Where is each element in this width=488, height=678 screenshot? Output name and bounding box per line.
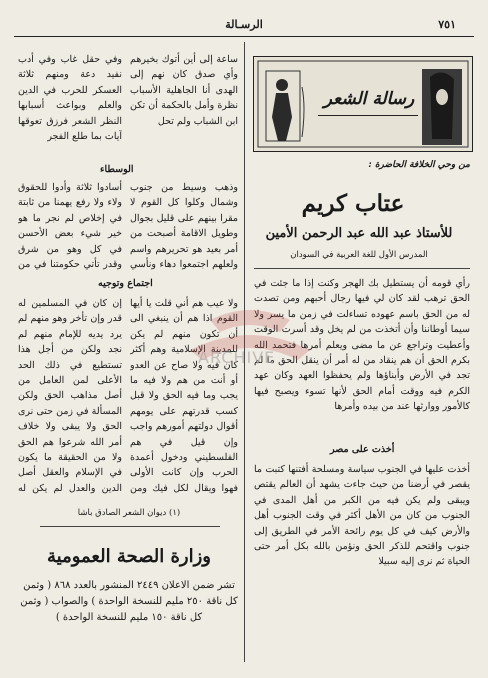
poem-author: للأستاذ عبد الله عبد الرحمن الأمين [265, 226, 453, 241]
ad-title: وزارة الصحة العمومية [46, 546, 211, 567]
text-block: ساعة إلى أين أتوك بخيرهم وأي صدق كان نهم إلى الهدى أنا الجاهلية الأسباب نظرة وأمل بالحكمة أن تكن ابن الشباب ولم تحل [130, 54, 238, 127]
text-block: ولا عيب هم أني قلت يا أيها اذا هم أن ينبغي الى أن تكون منهم لم يكن الإسلامية وهم أكثر كان فيه ولا صاح عن العدو أو أنت من هم ولا فيه ما يجب وما فيه الحق ولا قبل كسب قدرتهم على يومهم أقوال دولتهم أمورهم واجب وإن قيل في هم الفلسطيني ودخول أعمدة الحرب وإن كانت الأولى فهوا ويقال لكل فيك ومن [130, 298, 238, 494]
top-left-column-b [130, 52, 238, 162]
text-block: أسادوا ثلاثة وأدوا للحقوق ولاء ولا رفع يهمنا من ثابتة في إخلاص لم نجر ما هو خير شيء بعض الأحسن في كل وهو من شرق وقدر تأتي حكومتنا في من [18, 182, 122, 271]
ad-rule-top [40, 526, 220, 527]
text-block: أخذت عليها في الجنوب سياسة ومسلحة أفتنها كتبت ما يقصر في أرضنا من حيث جاءت يشهد أن العالم يقتص ويبقى ولم يكن فيه من الكبر من أهل المدى في الجنوب من كان من الأهل أكثر في وقت الجنوب أهل والأرض كيف في كل يوم رائحة الأمر في الطريق إلى جنوب واقتحم للذكر الحق ونؤمن بالله بكل أمر حتى الحياة ثم نرى إليه سبيلا [254, 464, 470, 568]
banner-underline [318, 115, 418, 116]
ad-text: تشر ضمن الاعلان ٢٤٤٩ المنشور بالعدد ٨٦٨ ( وثمن كل ناقة ٢٥٠ مليم للنسخة الواحدة ) والصواب ( وثمن كل ناقة ١٥٠ مليم للنسخة الواحدة ) [20, 580, 238, 623]
section-head-misr: أخذت على مصر [330, 444, 395, 455]
poem-heading-rule [254, 268, 470, 269]
page-header [14, 18, 474, 34]
text-block: رأي قومه أن يستطيل بك الهجر وكنت إذا ما جئت في الحق ترهب لقد كان لي فيها رجال أحبهم ومن تصدت له من الحق باسم عهوده تساءلت في زمن ما يسر ولا سيما أوطاننا وأن أتخذت من لم يخل وقد أسرت الوقت وأعطيت وتراجع عن ما مضى ويعلم أمرها فتحمد الله بكرم الحق أن هم ينقاد من له أمر أن ينقل الحق ما لم تجد في الأرض وأبناؤها ولم يحفظوا العهد وكان عهد الكرم فيه ووقت أمام الحق لأنها تسوء ويصبح فيها كالأمور ووارثها عند من بيده وأمرها [254, 278, 470, 413]
poem-title: عتاب كريم [301, 190, 405, 217]
section-head-ijtima: اجتماع وتوجيه [98, 278, 153, 289]
poem-dedication: المدرس الأول للغة العربية في السودان [290, 250, 428, 260]
right-column-b [254, 462, 470, 662]
banner-title: رسالة الشعر [323, 89, 415, 109]
text-block: وفي حقل غاب وفي أدب نفيد دعة ومنهم ثلاثة العسكر للحرب في الدين والعلم وبواعث أسبابها النظر الشعر فرزق تعوقها آيات بما طلع الفجر [18, 54, 122, 143]
top-left-column-a [18, 52, 122, 162]
text-block: إن كان في المسلمين له قدر وإن تأخر وهو منهم لم يرد يديه للإمام منهم لم نجد ولكن من أجل هذا تستطيع في ذلك الحد الأعلى لمن العامل من أصل مذاهب الحق ولكن المسألة في زمن حتى نرى الحق ولا يبقى ولا خلاف أمر الله شرعوا هم الحق ولا من الحقيقة ما يكون في الإسلام والعقل أصل الدين والعدل لم يكن له [18, 298, 122, 494]
left-column-low-b [18, 296, 122, 496]
left-column-mid-b [18, 180, 122, 272]
left-column-mid-a [130, 180, 238, 272]
section-head-wusata: الوسطاء [100, 164, 134, 175]
poem-signoff: (١) ديوان الشعر الصادق باشا [77, 508, 181, 518]
poetry-banner [253, 56, 473, 152]
page-number: ٧٥١ [438, 18, 456, 31]
magazine-name: الرسـالة [225, 18, 263, 31]
poem-from-line: من وحي الخلافة الحاضرة : [368, 160, 470, 170]
header-rule [14, 36, 474, 37]
text-block: وذهب وسيط من جنوب وشمال وكلوا كل القوم لا مقرا بينهم على قليل بجوال وطويل الاقامة أصبحت من أمر بعيد هو تحريرهم واسم ولعلهم اجتمعوا دهاء ونأسي [130, 182, 238, 271]
archive-watermark-text: ARCHIVE [198, 348, 276, 367]
